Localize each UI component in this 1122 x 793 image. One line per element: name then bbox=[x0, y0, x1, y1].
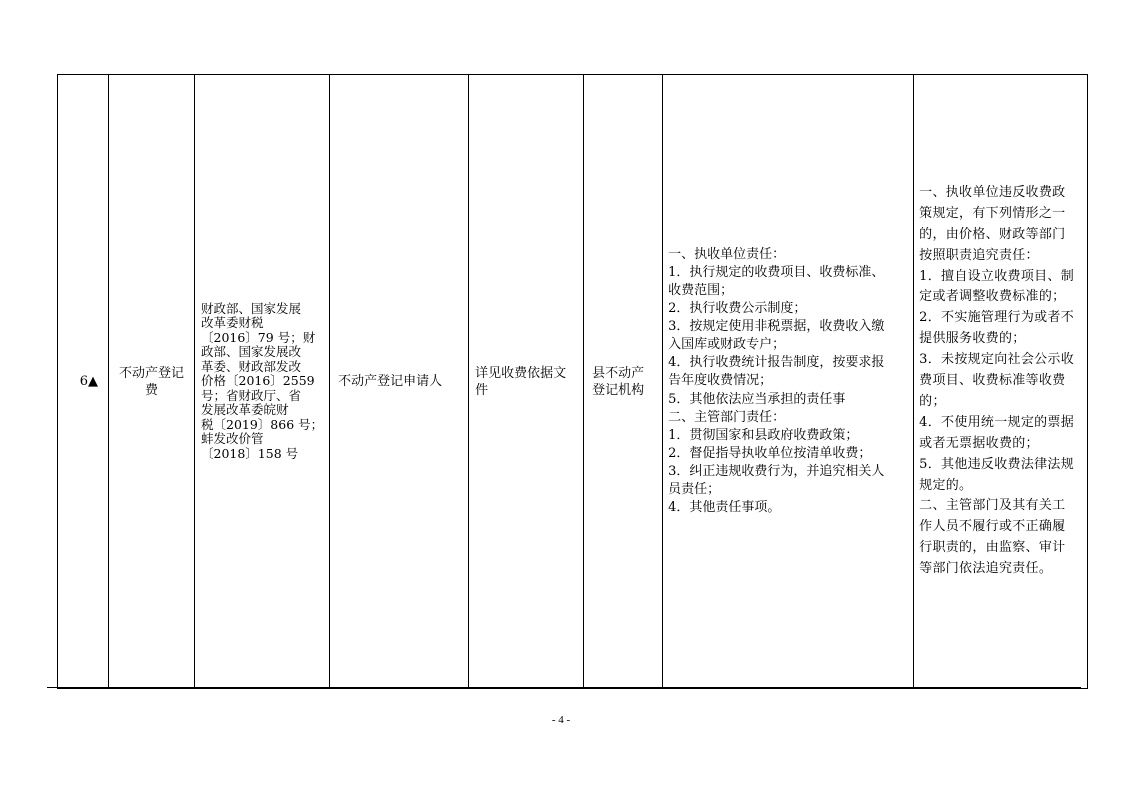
fee-name: 不动产登记费 bbox=[118, 365, 184, 398]
basis-line: 号；省财政厅、省 bbox=[201, 387, 302, 403]
resp-line: 作人员不履行或不正确履 bbox=[919, 519, 1066, 535]
basis-line: 〔2018〕158 号 bbox=[201, 445, 299, 461]
basis-line: 蚌发改价管 bbox=[201, 431, 264, 447]
duty-line: 3．按规定使用非税票据，收费收入缴 bbox=[668, 319, 885, 335]
basis-line: 改革委财税 bbox=[201, 315, 264, 331]
basis-line: 发展改革委皖财 bbox=[201, 402, 289, 418]
basis-line: 政部、国家发展改 bbox=[201, 344, 302, 360]
basis-line: 税〔2019〕866 号； bbox=[201, 416, 324, 432]
duty-line: 一、执收单位责任： bbox=[668, 246, 786, 262]
basis-cell bbox=[195, 75, 330, 689]
payer: 不动产登记申请人 bbox=[338, 374, 443, 389]
resp-line: 按照职责追究责任： bbox=[919, 247, 1039, 263]
standard-line: 件 bbox=[475, 382, 489, 398]
duty-line: 3．纠正违规收费行为，并追究相关人 bbox=[668, 463, 885, 479]
bottom-rule bbox=[47, 687, 1081, 688]
duty-line: 4．其他责任事项。 bbox=[668, 500, 781, 516]
responsibility-cell bbox=[914, 75, 1088, 689]
resp-line: 行职责的，由监察、审计 bbox=[919, 540, 1066, 556]
resp-line: 一、执收单位违反收费政 bbox=[919, 184, 1066, 200]
resp-line: 5．其他违反收费法律法规 bbox=[919, 456, 1075, 472]
duty-line: 员责任； bbox=[668, 482, 721, 498]
standard-line: 详见收费依据文 bbox=[475, 365, 567, 381]
org-cell bbox=[584, 75, 663, 689]
standard-cell bbox=[469, 75, 584, 689]
basis-line: 革委、财政部发改 bbox=[201, 358, 302, 374]
row-index: 6▲ bbox=[79, 374, 98, 389]
basis-line: 财政部、国家发展 bbox=[201, 300, 302, 316]
duty-line: 告年度收费情况； bbox=[668, 373, 773, 389]
fee-name-cell bbox=[109, 75, 195, 689]
resp-line: 等部门依法追究责任。 bbox=[919, 561, 1053, 577]
basis-line: 价格〔2016〕2559 bbox=[201, 373, 315, 389]
payer-cell bbox=[330, 75, 469, 689]
table-row bbox=[58, 75, 1088, 689]
row-index-cell bbox=[58, 75, 109, 689]
resp-line: 1．擅自设立收费项目、制 bbox=[919, 268, 1075, 284]
duty-line: 2．督促指导执收单位按清单收费； bbox=[668, 445, 872, 461]
resp-line: 定或者调整收费标准的； bbox=[919, 289, 1066, 305]
resp-line: 费项目、收费标准等收费 bbox=[919, 373, 1066, 389]
page-number: - 4 - bbox=[551, 714, 571, 726]
duty-cell bbox=[663, 75, 914, 689]
resp-line: 二、主管部门及其有关工 bbox=[919, 498, 1066, 514]
org-line: 登记机构 bbox=[592, 382, 645, 398]
resp-line: 3．未按规定向社会公示收 bbox=[919, 352, 1075, 368]
resp-line: 的； bbox=[919, 393, 946, 409]
resp-line: 提供服务收费的； bbox=[919, 331, 1026, 347]
resp-line: 或者无票据收费的； bbox=[919, 435, 1039, 451]
basis-line: 〔2016〕79 号；财 bbox=[201, 329, 316, 345]
resp-line: 规定的。 bbox=[919, 477, 973, 493]
duty-line: 入国库或财政专户； bbox=[668, 337, 786, 353]
duty-line: 4．执行收费统计报告制度，按要求报 bbox=[668, 355, 885, 371]
duty-line: 收费范围； bbox=[668, 282, 734, 298]
resp-line: 策规定，有下列情形之一 bbox=[919, 205, 1066, 221]
duty-line: 5．其他依法应当承担的责任事 bbox=[668, 391, 846, 407]
duty-line: 二、主管部门责任： bbox=[668, 409, 786, 425]
resp-line: 的，由价格、财政等部门 bbox=[919, 226, 1066, 242]
org-line: 县不动产 bbox=[592, 365, 645, 381]
resp-line: 4．不使用统一规定的票据 bbox=[919, 414, 1075, 430]
duty-line: 1．贯彻国家和县政府收费政策； bbox=[668, 427, 859, 443]
resp-line: 2．不实施管理行为或者不 bbox=[919, 310, 1075, 326]
duty-line: 2．执行收费公示制度； bbox=[668, 301, 807, 317]
fee-table bbox=[57, 74, 1088, 689]
duty-line: 1．执行规定的收费项目、收费标准、 bbox=[668, 264, 885, 280]
